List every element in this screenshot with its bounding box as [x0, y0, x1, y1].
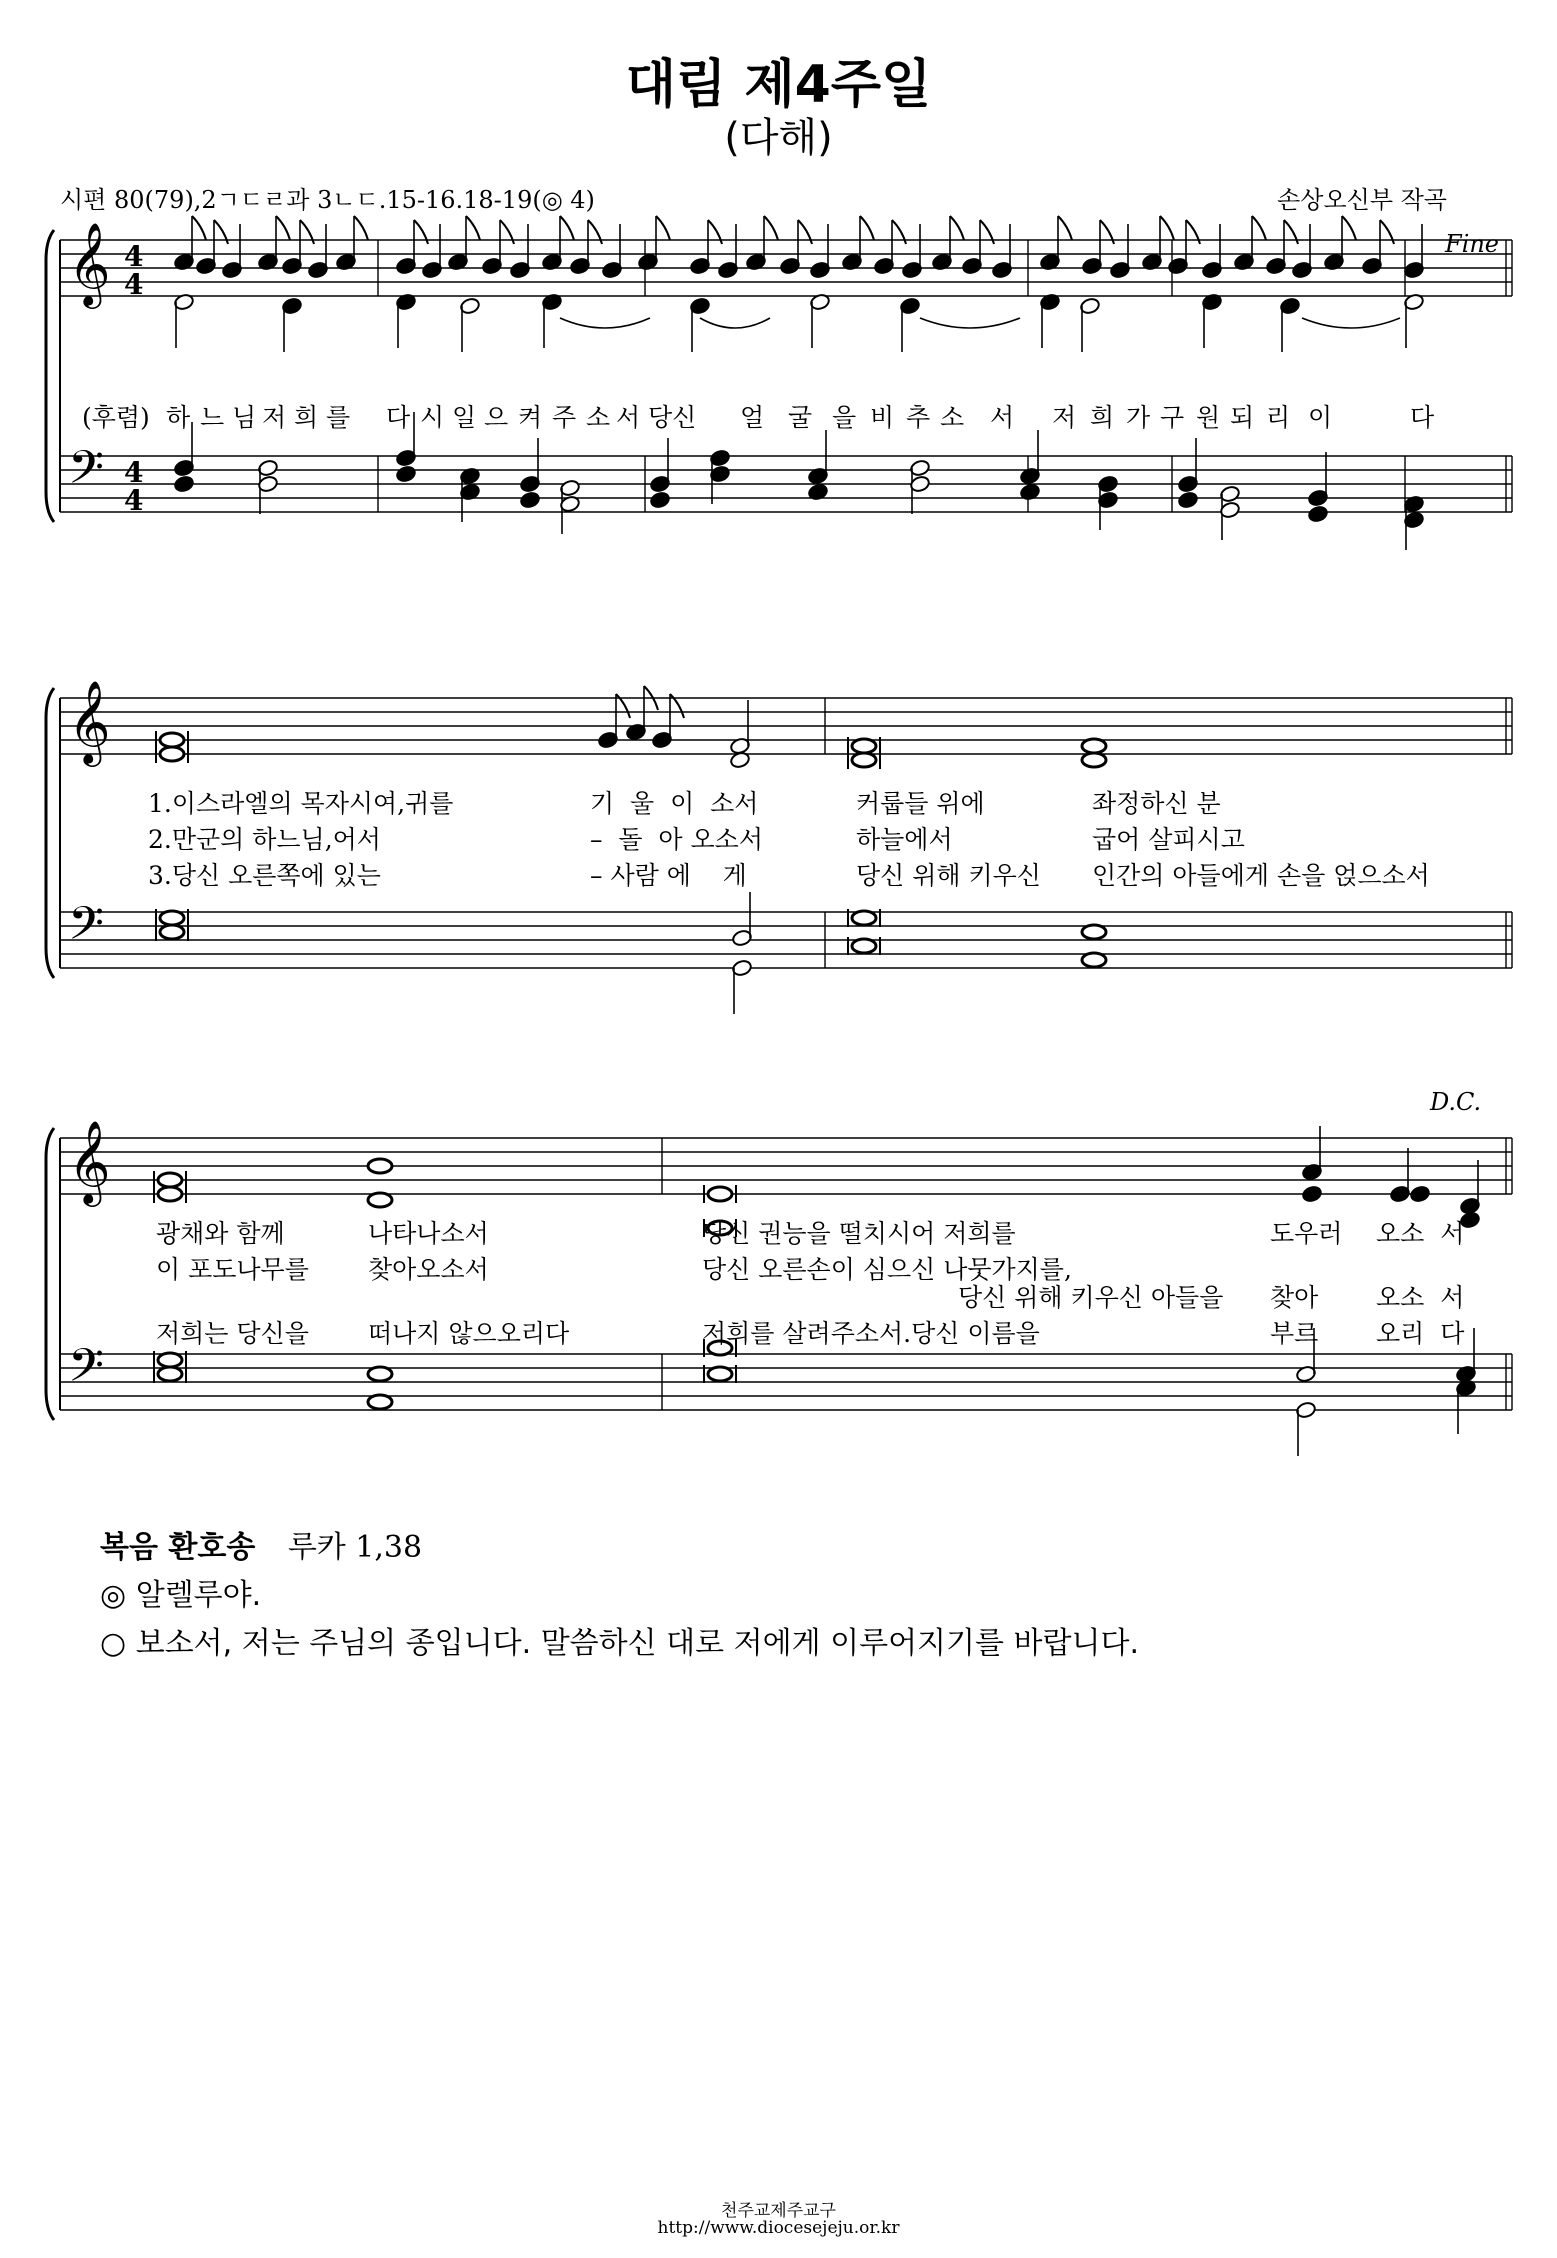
- verse-text: 오소 서: [1376, 1283, 1465, 1312]
- verse-text: 하늘에서: [856, 825, 953, 854]
- treble-staff: [60, 698, 1512, 754]
- refrain-syllable: 서: [990, 403, 1015, 432]
- refrain-syllable: 하: [166, 403, 191, 432]
- psalm-reference: 시편 80(79),2ㄱㄷㄹ과 3ㄴㄷ.15-16.18-19(◎ 4): [60, 186, 595, 214]
- system-brace: [46, 1128, 54, 1420]
- refrain-syllable: 저: [262, 403, 287, 432]
- gospel-verse: ○ 보소서, 저는 주님의 종입니다. 말씀하신 대로 저에게 이루어지기를 바랍니다.: [100, 1626, 1139, 1661]
- whole-note: [368, 1395, 392, 1409]
- whole-note: [160, 911, 184, 925]
- whole-note: [708, 1367, 732, 1381]
- gospel-heading-label: 복음 환호송: [100, 1530, 256, 1565]
- bass-note: [1307, 505, 1328, 523]
- time-signature-top: 4: [124, 240, 144, 273]
- bass-note: [395, 465, 416, 483]
- note-flag: [656, 216, 670, 240]
- whole-note: [852, 739, 876, 753]
- whole-note: [158, 1173, 182, 1187]
- refrain-syllable: 얼: [740, 403, 765, 432]
- system-brace: [46, 230, 54, 522]
- verse-text: – 돌 아 오소서: [590, 825, 763, 854]
- refrain-syllable: 켜: [518, 403, 543, 432]
- refrain-syllable: 저: [1052, 403, 1077, 432]
- refrain-syllable: 를: [326, 403, 351, 432]
- refrain-syllable: 다: [1410, 403, 1435, 432]
- verse-text: 부르: [1270, 1319, 1319, 1348]
- tie-curve: [700, 318, 770, 328]
- refrain-syllable: 님: [232, 403, 257, 432]
- treble-staff: [60, 1138, 1512, 1194]
- page-title: 대림 제4주일: [625, 55, 932, 115]
- refrain-syllable: 가: [1126, 403, 1151, 432]
- whole-note: [368, 1193, 392, 1207]
- verse-text: 3.당신 오른쪽에 있는: [148, 861, 381, 890]
- refrain-syllable: 주: [552, 403, 577, 432]
- footer-url: http://www.diocesejeju.or.kr: [657, 2218, 900, 2238]
- note-flag: [950, 216, 964, 240]
- alto-note: [1301, 1185, 1322, 1203]
- whole-note: [1082, 925, 1106, 939]
- verse-text: 오소 서: [1376, 1219, 1465, 1248]
- refrain-label: (후렴): [82, 403, 150, 432]
- verse-text: 좌정하신 분: [1092, 789, 1221, 818]
- refrain-syllable: 희: [1090, 403, 1115, 432]
- note-flag: [1342, 216, 1356, 240]
- bass-clef-icon: 𝄢: [68, 897, 105, 962]
- note-flag: [860, 216, 874, 240]
- verse-text: 당신 위해 키우신: [856, 861, 1041, 890]
- whole-note: [1082, 953, 1106, 967]
- whole-note: [852, 753, 876, 767]
- refrain-syllable: 비: [870, 403, 895, 432]
- whole-note: [160, 747, 184, 761]
- note-flag: [1252, 216, 1266, 240]
- bass-staff: [60, 456, 1512, 512]
- refrain-syllable: 소: [940, 403, 965, 432]
- gospel-reference: 루카 1,38: [287, 1530, 423, 1565]
- verse-text: 광채와 함께: [156, 1219, 285, 1248]
- verse-text: 인간의 아들에게 손을 얹으소서: [1092, 861, 1430, 890]
- whole-note: [368, 1367, 392, 1381]
- gospel-heading: [100, 1522, 422, 1566]
- system-brace: [46, 688, 54, 978]
- dc-mark: D.C.: [1430, 1088, 1482, 1116]
- whole-note: [1082, 739, 1106, 753]
- refrain-syllable: 구: [1160, 403, 1185, 432]
- refrain-syllable: 희: [294, 403, 319, 432]
- note-flag: [276, 216, 290, 240]
- time-signature-bottom: 4: [124, 268, 144, 301]
- note-flag: [560, 216, 574, 240]
- verse-text: 찾아: [1270, 1283, 1319, 1312]
- tie-curve: [920, 318, 1020, 328]
- bass-clef-icon: 𝄢: [68, 1339, 105, 1404]
- refrain-syllable: 시: [420, 403, 445, 432]
- bass-note: [173, 475, 194, 493]
- refrain-syllable: 리: [1266, 403, 1291, 432]
- refrain-syllable: 소: [586, 403, 611, 432]
- tie-curve: [1302, 318, 1400, 328]
- refrain-syllable: 되: [1230, 403, 1255, 432]
- refrain-syllable: 느: [200, 403, 225, 432]
- tie-curve: [560, 318, 650, 328]
- bass-note: [649, 491, 670, 509]
- verse-text: 2.만군의 하느님,어서: [148, 825, 381, 854]
- treble-clef-icon: 𝄞: [68, 679, 111, 763]
- gospel-alleluia: ◎ 알렐루야.: [100, 1578, 262, 1613]
- verse-text: 저희는 당신을: [156, 1319, 309, 1348]
- refrain-syllable: 을: [832, 403, 857, 432]
- verse-text: – 사람 에 게: [590, 861, 747, 890]
- note-flag: [466, 216, 480, 240]
- refrain-syllable: 원: [1196, 403, 1221, 432]
- verse-text: 기 울 이 소서: [590, 789, 759, 818]
- refrain-syllable: 다: [386, 403, 411, 432]
- refrain-syllable: 일: [452, 403, 477, 432]
- bass-clef-icon: 𝄢: [68, 441, 105, 506]
- whole-note: [1082, 753, 1106, 767]
- verse-text: 나타나소서: [368, 1219, 489, 1248]
- refrain-syllable: 이: [1308, 403, 1333, 432]
- whole-note: [160, 733, 184, 747]
- verse-text: 오리 다: [1376, 1319, 1465, 1348]
- bass-staff: [60, 912, 1512, 968]
- verse-text: 찾아오소서: [368, 1255, 489, 1284]
- note-flag: [1160, 216, 1174, 240]
- refrain-syllable: 서: [616, 403, 641, 432]
- alto-note: [1409, 1185, 1430, 1203]
- whole-note: [158, 1187, 182, 1201]
- verse-text: 떠나지 않으오리다: [368, 1319, 570, 1348]
- note-flag: [192, 216, 206, 240]
- time-signature-top: 4: [124, 456, 144, 489]
- whole-note: [852, 939, 876, 953]
- verse-text: 이 포도나무를: [156, 1255, 309, 1284]
- refrain-syllable: 추: [906, 403, 931, 432]
- verse-text: 굽어 살피시고: [1092, 825, 1245, 854]
- whole-note: [708, 1187, 732, 1201]
- whole-note: [158, 1353, 182, 1367]
- bass-note: [1177, 491, 1198, 509]
- whole-note: [852, 911, 876, 925]
- bass-note: [519, 491, 540, 509]
- time-signature-bottom: 4: [124, 484, 144, 517]
- whole-note: [158, 1367, 182, 1381]
- note-flag: [764, 216, 778, 240]
- treble-clef-icon: 𝄞: [68, 1119, 111, 1203]
- verse-text: 당신 오른손이 심으신 나뭇가지를,: [702, 1255, 1072, 1284]
- refrain-syllable: 으: [484, 403, 509, 432]
- composer-credit: 손상오신부 작곡: [1277, 186, 1447, 214]
- verse-text: 1.이스라엘의 목자시여,귀를: [148, 789, 454, 818]
- verse-text: 저희를 살려주소서.당신 이름을: [702, 1319, 1040, 1348]
- whole-note: [160, 925, 184, 939]
- note-flag: [1058, 216, 1072, 240]
- verse-text: 당신 권능을 떨치시어 저희를: [702, 1219, 1016, 1248]
- verse-text: 도우러: [1270, 1219, 1343, 1248]
- refrain-syllable: 당신: [648, 403, 697, 432]
- verse-text: 당신 위해 키우신 아들을: [958, 1283, 1224, 1312]
- page-subtitle: (다해): [724, 115, 833, 161]
- note-flag: [354, 216, 368, 240]
- verse-text: 커룹들 위에: [856, 789, 985, 818]
- whole-note: [368, 1159, 392, 1173]
- refrain-syllable: 굴: [788, 403, 813, 432]
- treble-clef-icon: 𝄞: [68, 221, 111, 305]
- bass-staff: [60, 1354, 1512, 1410]
- fine-mark: Fine: [1445, 230, 1499, 258]
- footer-org: 천주교제주교구: [721, 2201, 836, 2221]
